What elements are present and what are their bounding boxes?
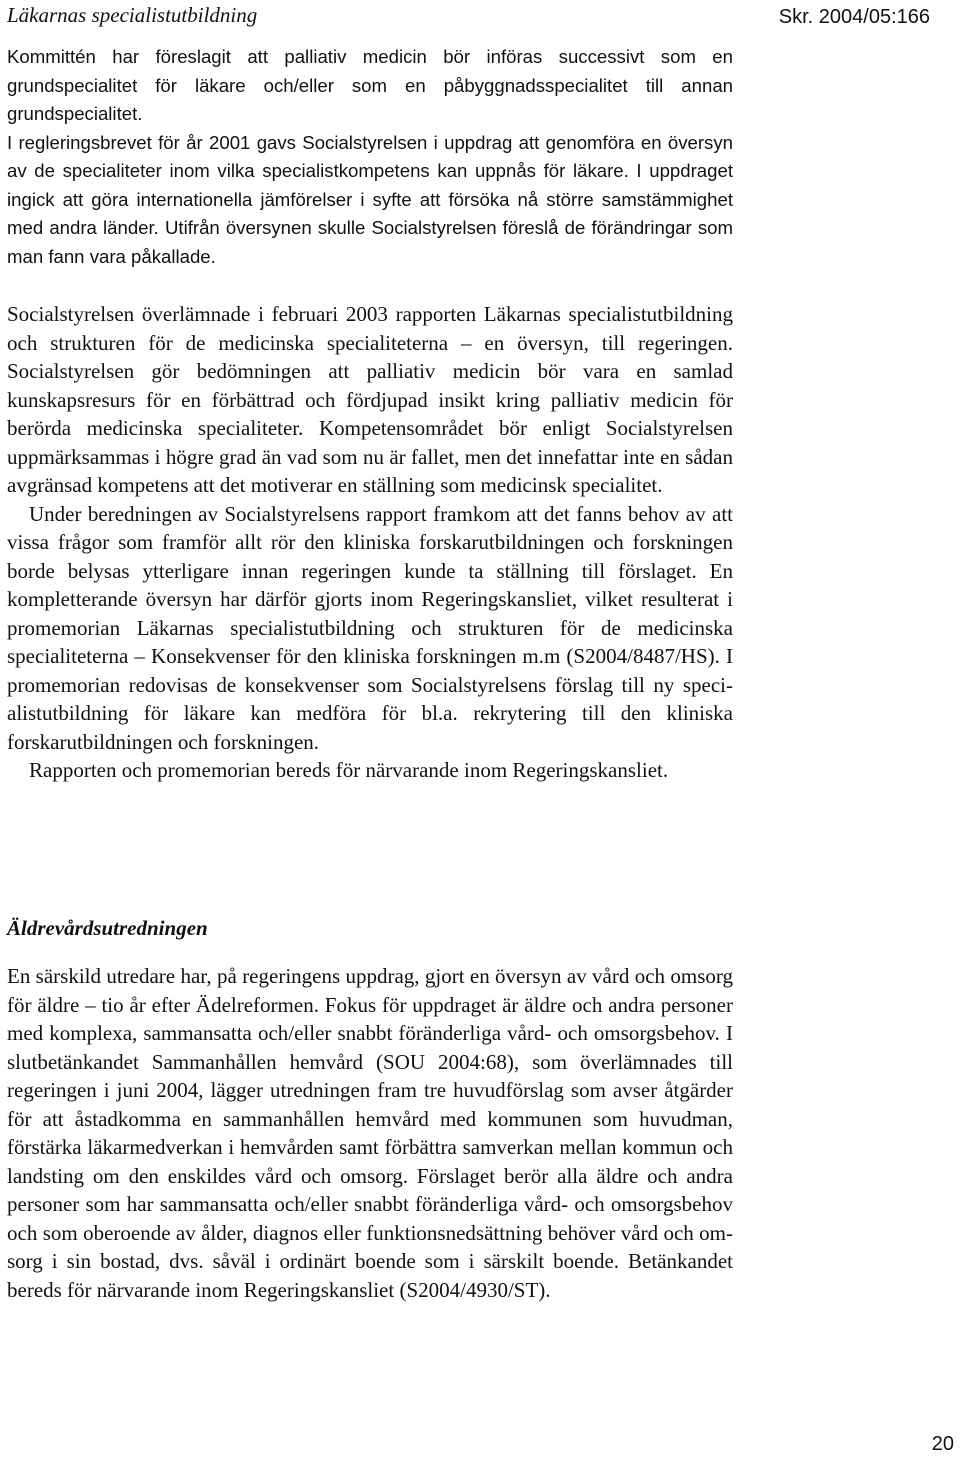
paragraph-socialstyrelsen-report: Socialstyrelsen överlämnade i februari 2003 rapporten Läkarnas specialistutbildning och strukturen för de medicinska specialiteterna – en översyn, till regeringen. Socialstyrelsen gör bedömningen att palliativ medicin bör vara en samlad kunskapsresurs för en förbättrad och fördjupad insikt kring palliativ medicin för berörda medicinska specialiteter. Kompetensområdet bör enligt Socialstyrelsen uppmärksammas i högre grad än vad som nu är fallet, men det innefattar inte en sådan avgränsad kompetens att det motiverar en ställning som medicinsk specialitet.	[7, 302, 733, 497]
page-number: 20	[931, 1433, 954, 1455]
running-head-title: Läkarnas specialistutbildning	[7, 3, 258, 27]
document-reference: Skr. 2004/05:166	[778, 6, 930, 28]
section-palliative-assessment	[7, 300, 733, 785]
paragraph-preparation: Under beredningen av Socialstyrelsens rapport framkom att det fanns behov av att vissa frågor som framför allt rör den kliniska forskarutbildningen och forskningen borde belysas ytterligare innan regeringen kunde ta ställning till förslaget. En kompletterande översyn har därför gjorts inom Regeringskansliet, vilket resulterat i promemorian Läkarnas specialistutbildning och strukturen för de medicinska specialiteterna – Konsekvenser för den kliniska forskningen m.m (S2004/8487/HS). I promemorian redovisas de konsekvenser som Socialstyrelsens förslag till ny specialistutbildning för läkare kan medföra för bl.a. rekrytering till den kliniska forskarutbildningen och forskningen.	[7, 501, 733, 754]
section-aldrevard	[7, 962, 733, 1304]
paragraph-elderly-care-review: En särskild utredare har, på regeringens uppdrag, gjort en översyn av vård och omsorg för äldre – tio år efter Ädelreformen. Fokus för uppdraget är äldre och andra personer med komplexa, sammansatta och/eller snabbt föränderliga vård- och omsorgsbehov. I slutbetänkandet Sammanhållen hemvård (SOU 2004:68), som överlämnades till regeringen i juni 2004, lägger utredningen fram tre huvudförslag som avser åtgärder för att åstadkomma en sammanhållen hemvård med kommunen som huvudman, förstärka läkarmedverkan i hemvården samt förbättra samverkan mellan kommun och landsting om den enskildes vård och omsorg. Förslaget berör alla äldre och andra personer som har sammansatta och/eller snabbt föränderliga vård- och omsorgsbehov och som oberoende av ålder, diagnos eller funktionsnedsättning behöver vård och omsorg i sin bostad, dvs. såväl i ordinärt boende som i särskilt boende. Betänkandet bereds för närvarande inom Regeringskansliet (S2004/4930/ST).	[7, 964, 733, 1302]
paragraph-committee-proposal: Kommittén har föreslagit att palliativ medicin bör införas successivt som en grundspecialitet för läkare och/eller som en påbyggnadsspecialitet till annan grundspecialitet.	[7, 46, 733, 124]
paragraph-report-status: Rapporten och promemorian bereds för närvarande inom Regeringskansliet.	[29, 758, 669, 782]
section-heading-aldrevardsutredningen: Äldrevårdsutredningen	[7, 916, 208, 940]
section-palliative-intro	[7, 43, 733, 271]
paragraph-regulation-letter: I regleringsbrevet för år 2001 gavs Socialstyrelsen i uppdrag att genomföra en översyn av de specialiteter inom vilka specialistkompetens kan uppnås för läkare. I uppdraget ingick att göra internationella jämförelser i syfte att försöka nå större samstämmighet med andra länder. Utifrån översynen skulle Socialstyrelsen föreslå de förändringar som man fann vara påkallade.	[7, 131, 733, 267]
